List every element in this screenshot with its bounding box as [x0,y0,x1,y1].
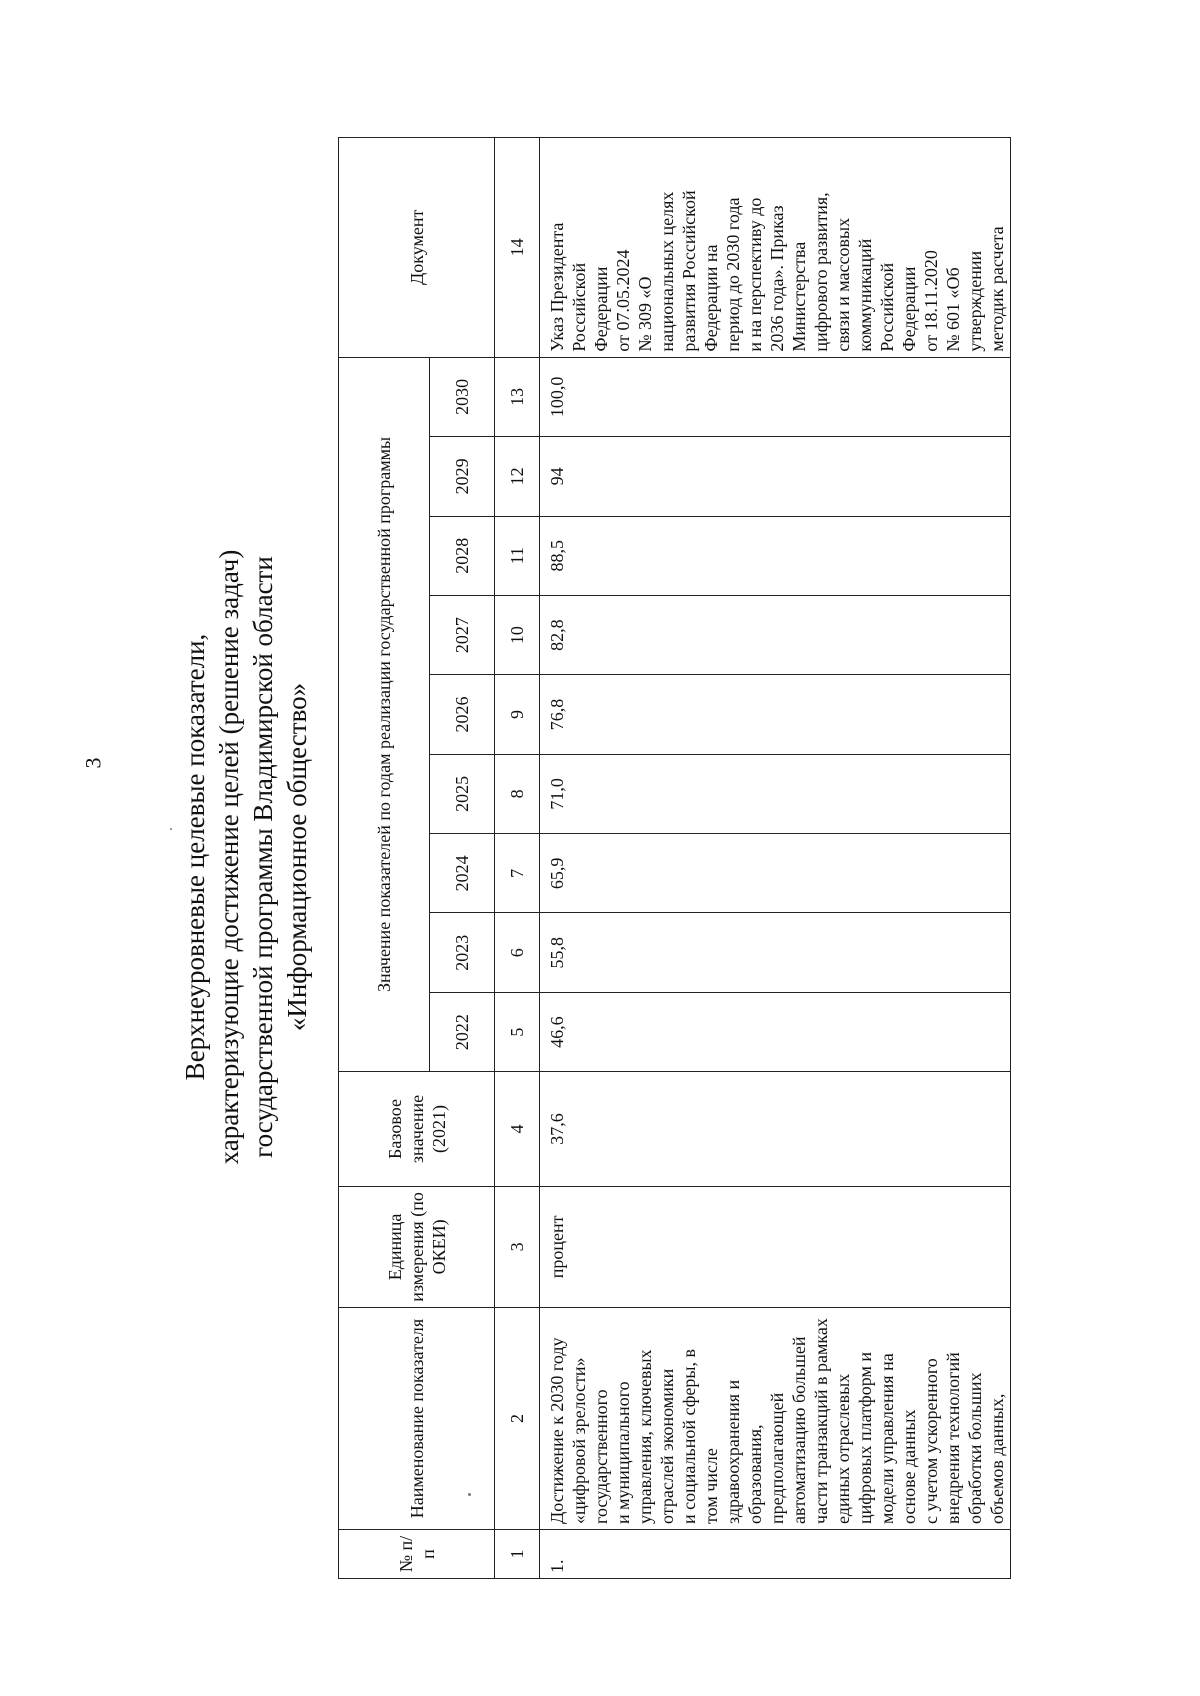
document-line: Федерации [591,266,611,352]
indicator-name-line: образования, [745,1424,765,1524]
column-number: 10 [495,595,540,674]
indicator-name-line: модели управления на [877,1353,897,1524]
column-number: 11 [495,516,540,595]
header-year: 2022 [430,992,495,1071]
header-base: Базовое значение (2021) [339,1072,495,1186]
column-number: 6 [495,913,540,992]
indicator-name-line: том числе [701,1448,721,1524]
indicator-name-line: отраслей экономики [657,1368,677,1524]
document-line: от 07.05.2024 [613,249,633,352]
indicator-name-line: обработки больших [965,1372,985,1524]
document-line: связи и массовых [833,217,853,352]
indicator-name-line: государственного [591,1389,611,1524]
indicator-name-line: и социальной сферы, в [679,1349,699,1524]
indicator-name-line: Достижение к 2030 году [547,1337,567,1524]
base-value-cell: 37,6 [540,1072,1011,1186]
document-line: Федерации [899,266,919,352]
indicator-name-line: цифровых платформ и [855,1352,875,1524]
year-value-cell: 46,6 [540,992,1011,1071]
document-line: Указ Президента [547,222,567,352]
header-year: 2027 [430,595,495,674]
document-line: развития Российской [679,190,699,352]
column-number: 2 [495,1308,540,1530]
table-row [540,138,1011,1579]
year-value-cell: 65,9 [540,834,1011,913]
column-number: 9 [495,675,540,754]
document-line: национальных целях [657,191,677,352]
column-number: 14 [495,138,540,358]
title-line-2: характеризующие достижение целей (решение задач) [214,549,244,1165]
title-line-3: государственной программы Владимирской области [248,556,278,1158]
year-value-cell: 88,5 [540,516,1011,595]
document-line: Российской [569,262,589,352]
column-number: 13 [495,357,540,437]
column-number: 5 [495,992,540,1071]
year-value-cell: 55,8 [540,913,1011,992]
indicator-name-line: здравоохранения и [723,1379,743,1524]
indicator-name-line: «цифровой зрелости» [569,1357,589,1524]
column-number: 7 [495,834,540,913]
document-line: № 309 «О [635,276,655,352]
header-doc: Документ [339,138,495,358]
document-line: коммуникаций [855,238,875,352]
document-line: период до 2030 года [723,197,743,352]
rotated-page-content [158,97,1038,1617]
indicator-name-line: управления, ключевых [635,1349,655,1524]
indicator-name-line: автоматизацию большей [789,1336,809,1524]
indicator-name-line: и муниципального [613,1381,633,1524]
column-numbers-row [495,138,540,1579]
column-number: 8 [495,754,540,833]
indicators-table [338,137,1011,1579]
document-line: № 601 «Об [943,267,963,352]
year-value-cell: 94 [540,437,1011,516]
header-year: 2025 [430,754,495,833]
header-num: № п/п [339,1529,495,1578]
title-line-4: «Информационное общество» [282,682,312,1032]
indicator-name-line: внедрения технологий [943,1352,963,1524]
indicator-name-line: объемов данных, [987,1393,1007,1524]
indicator-name-line: части транзакций в рамках [811,1318,831,1524]
header-row [339,138,430,1579]
header-year: 2028 [430,516,495,595]
column-number: 3 [495,1186,540,1307]
title-line-1: Верхнеуровневые целевые показатели, [180,633,210,1081]
header-unit: Единица измерения (по ОКЕИ) [339,1186,495,1307]
header-year: 2026 [430,675,495,754]
document-line: и на перспективу до [745,197,765,352]
indicator-name-line: основе данных [899,1409,919,1524]
header-year: 2029 [430,437,495,516]
indicator-name-line: единых отраслевых [833,1373,853,1524]
column-number: 4 [495,1072,540,1186]
document-line: от 18.11.2020 [921,250,941,352]
document-line: методик расчета [987,226,1007,352]
unit-cell: процент [540,1186,1011,1307]
year-value-cell: 76,8 [540,675,1011,754]
document-line: Министерства [789,241,809,352]
indicator-name-line: с учетом ускоренного [921,1358,941,1524]
header-year: 2023 [430,913,495,992]
document-line: утверждении [965,250,985,352]
year-value-cell: 71,0 [540,754,1011,833]
header-name: Наименование показателя [339,1308,495,1530]
header-year: 2030 [430,357,495,437]
indicator-name-line: предполагающей [767,1392,787,1524]
page-number: 3 [80,757,106,769]
indicator-name [540,1308,1011,1530]
year-value-cell: 100,0 [540,357,1011,437]
row-number: 1. [540,1529,1011,1578]
year-value-cell: 82,8 [540,595,1011,674]
column-number: 12 [495,437,540,516]
document-line: цифрового развития, [811,192,831,352]
document-line: 2036 года». Приказ [767,205,787,352]
document-title [178,97,314,1617]
document-line: Российской [877,262,897,352]
document-line: Федерации на [701,244,721,352]
document-cell [540,138,1011,358]
column-number: 1 [495,1529,540,1578]
header-years-group: Значение показателей по годам реализации государственной программы [339,357,430,1072]
header-year: 2024 [430,834,495,913]
